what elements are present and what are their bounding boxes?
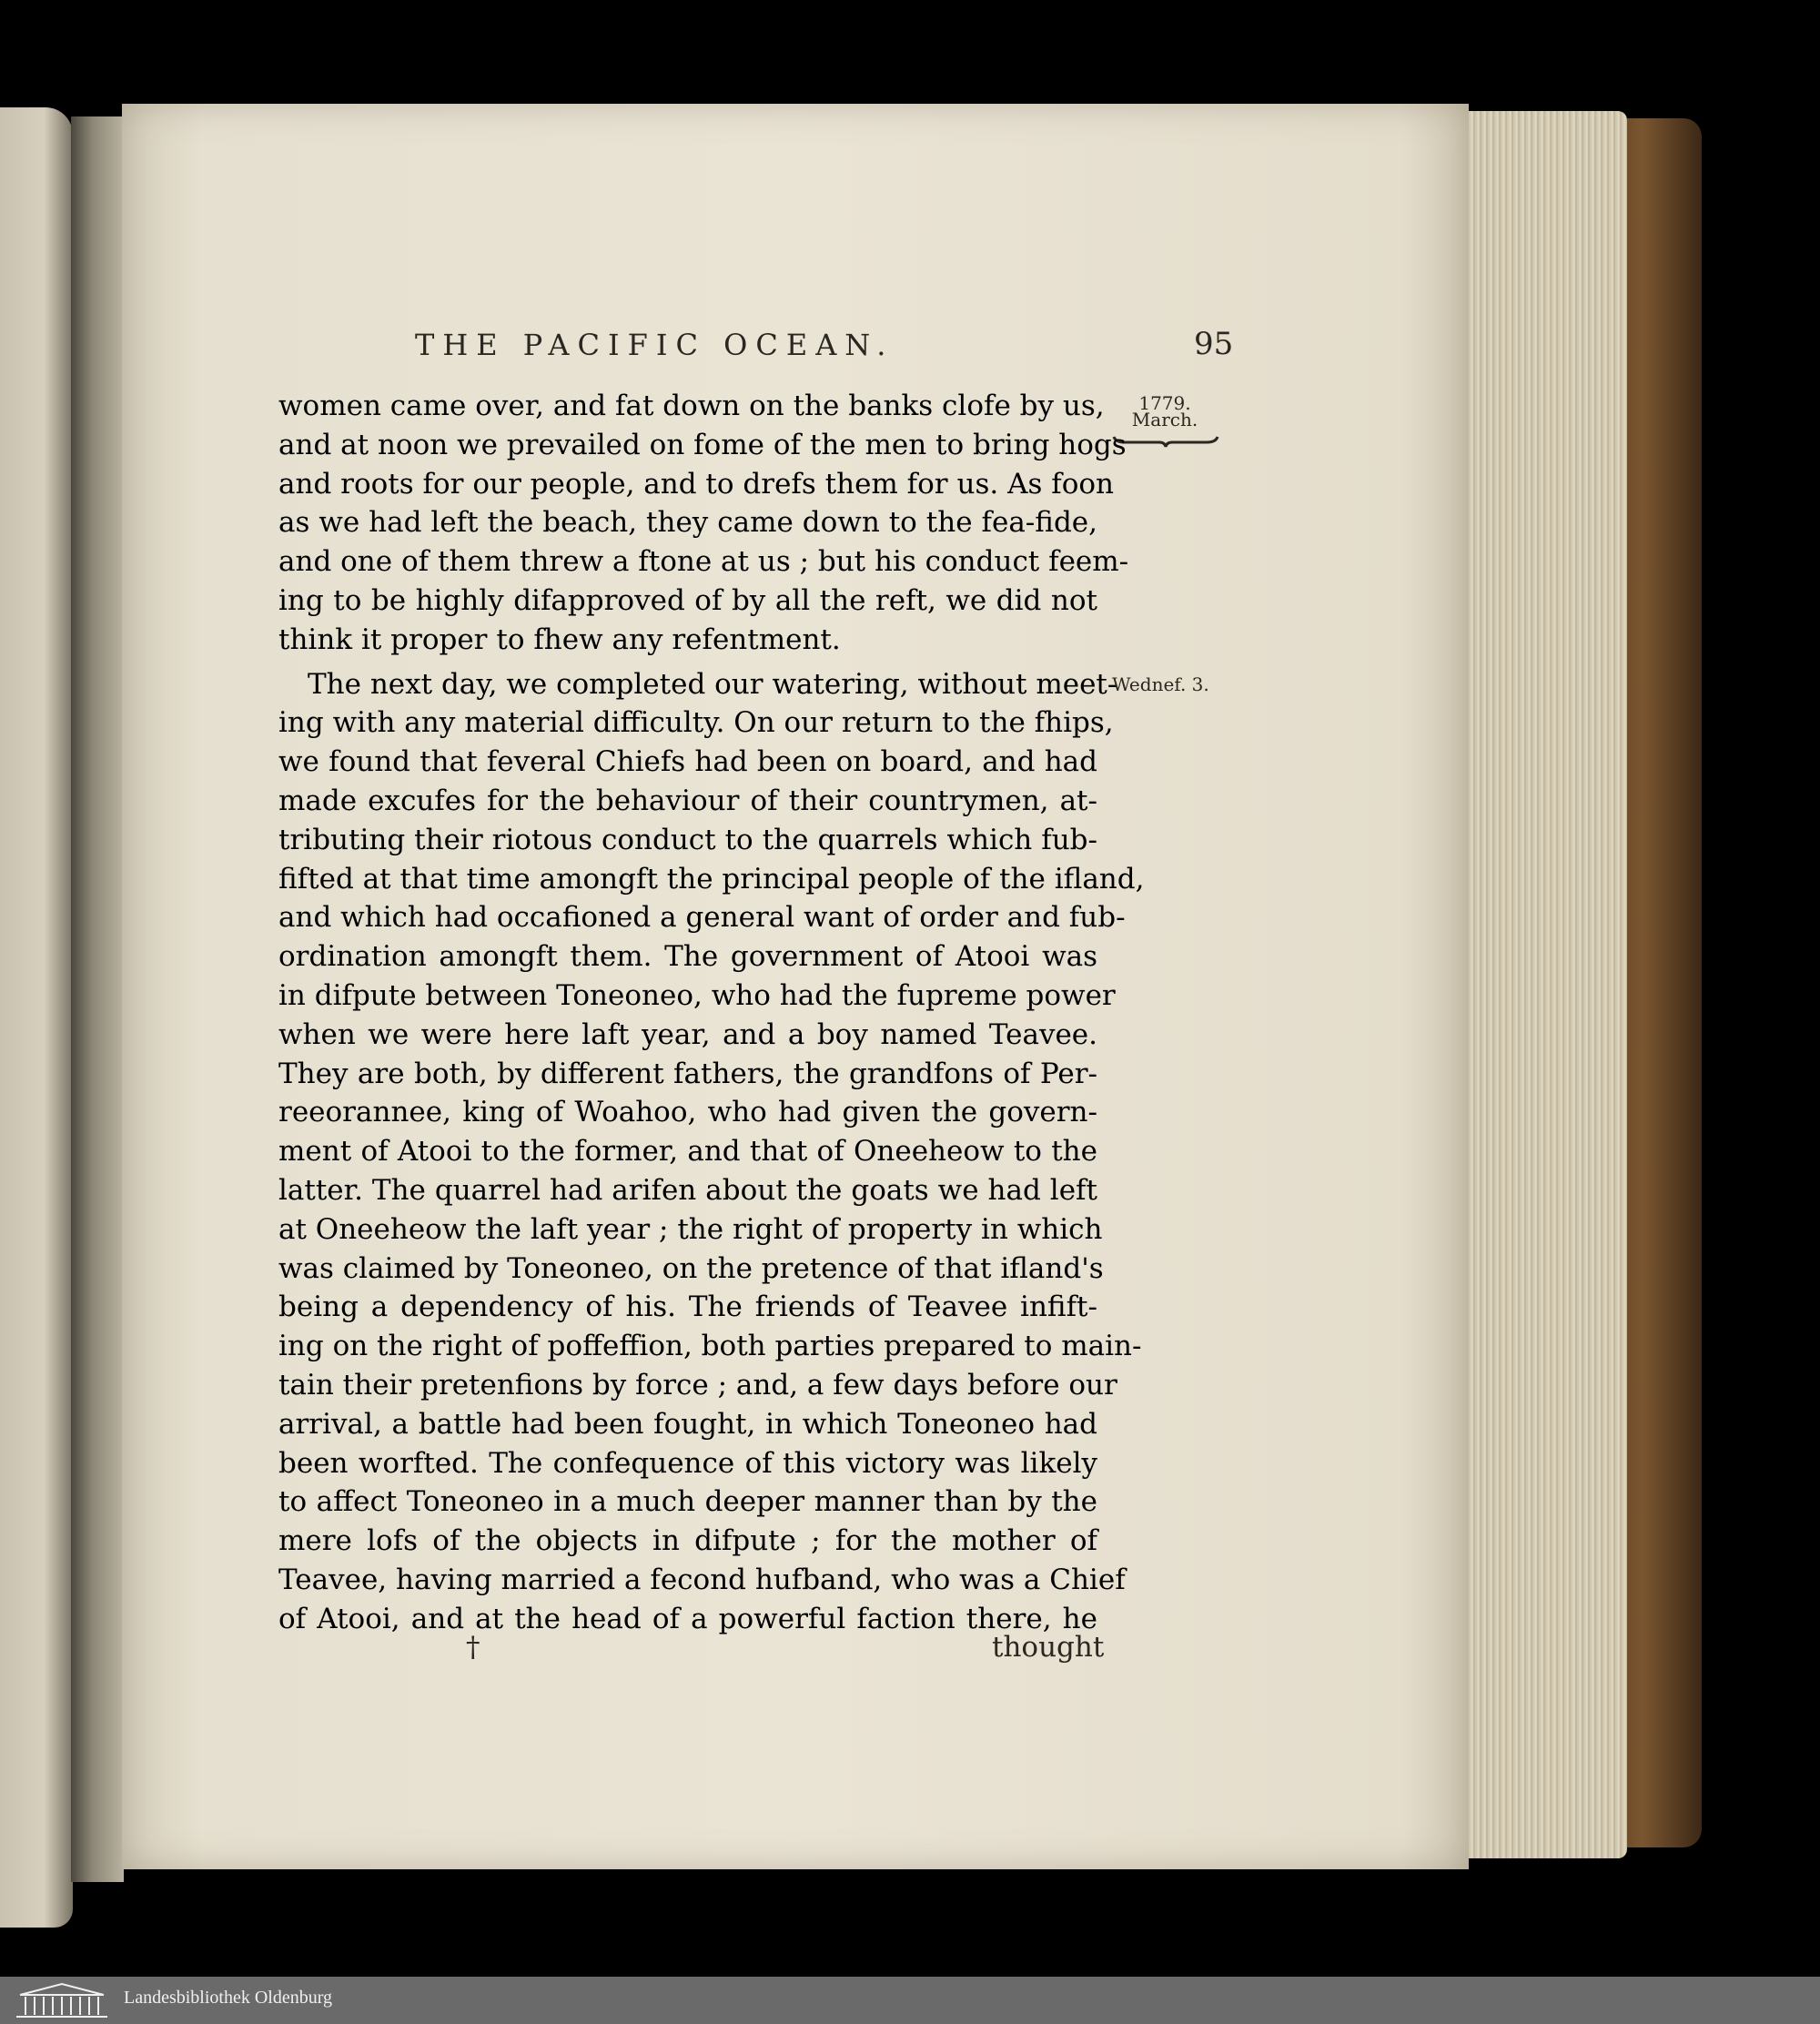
text-line: when we were here laft year, and a boy named Teavee. (278, 1017, 1097, 1051)
text-line: ing to be highly difapproved of by all the reft, we did not (278, 583, 1097, 617)
margin-month: March. (1131, 409, 1198, 430)
text-line: in difpute between Toneoneo, who had the fupreme power (278, 978, 1116, 1012)
text-line: latter. The quarrel had arifen about the goats we had left (278, 1173, 1097, 1207)
text-line: They are both, by different fathers, the grandfons of Per- (278, 1057, 1097, 1090)
library-building-icon (13, 1980, 111, 2019)
text-line: arrival, a battle had been fought, in which Toneoneo had (278, 1407, 1097, 1441)
text-line: ing with any material difficulty. On our return to the fhips, (278, 706, 1114, 740)
text-line: women came over, and fat down on the banks clofe by us, (278, 390, 1105, 422)
text-line: we found that feveral Chiefs had been on board, and had (278, 745, 1097, 779)
text-line: was claimed by Toneoneo, on the pretence of that ifland's (278, 1251, 1104, 1285)
library-name: Landesbibliothek Oldenburg (124, 1988, 333, 2008)
text-line: Teavee, having married a fecond hufband, who was a Chief (278, 1563, 1126, 1596)
text-line: reeorannee, king of Woahoo, who had given the govern- (278, 1096, 1097, 1129)
text-line: The next day, we completed our watering, without meet- (308, 667, 1117, 701)
text-line: and one of them threw a ftone at us ; but his conduct feem- (278, 545, 1129, 579)
text-line: think it proper to fhew any refentment. (278, 622, 841, 656)
text-line: ordination amongft them. The government of Atooi was (278, 940, 1097, 974)
text-line: as we had left the beach, they came down to the fea-fide, (278, 506, 1097, 540)
facing-page-edge (0, 107, 73, 1928)
text-line: and which had occafioned a general want of order and fub- (278, 901, 1126, 935)
text-line: of Atooi, and at the head of a powerful faction there, he (278, 1602, 1097, 1635)
page-number: 95 (1194, 326, 1234, 362)
page-edges (1463, 111, 1627, 1858)
text-line: fifted at that time amongft the principal people of the ifland, (278, 862, 1145, 896)
text-line: and roots for our people, and to drefs them for us. As foon (278, 467, 1114, 501)
margin-year: 1779. (1138, 392, 1191, 414)
body-text (278, 387, 1145, 1639)
text-line: tributing their riotous conduct to the quarrels which fub- (278, 823, 1097, 856)
book-gutter (71, 116, 124, 1882)
text-line: mere lofs of the objects in difpute ; for the mother of (278, 1524, 1097, 1558)
margin-brace-icon (1112, 435, 1219, 448)
text-line: to affect Toneoneo in a much deeper manner than by the (278, 1485, 1097, 1519)
text-line: being a dependency of his. The friends of Teavee infift- (278, 1290, 1097, 1324)
text-line: ing on the right of poffeffion, both parties prepared to main- (278, 1330, 1142, 1363)
text-line: been worfted. The confequence of this victory was likely (278, 1446, 1097, 1480)
running-head: THE PACIFIC OCEAN. (415, 328, 895, 362)
text-line: at Oneeheow the laft year ; the right of property in which (278, 1212, 1103, 1246)
text-line: and at noon we prevailed on fome of the men to bring hogs (278, 428, 1127, 461)
catchword: thought (992, 1631, 1105, 1664)
margin-date-note: Wednef. 3. (1112, 673, 1209, 695)
margin-year-note (1128, 392, 1201, 430)
signature-mark: † (466, 1631, 480, 1664)
text-line: tain their pretenfions by force ; and, a few days before our (278, 1368, 1117, 1402)
text-line: made excufes for the behaviour of their countrymen, at- (278, 784, 1097, 817)
text-line: ment of Atooi to the former, and that of Oneeheow to the (278, 1135, 1097, 1169)
